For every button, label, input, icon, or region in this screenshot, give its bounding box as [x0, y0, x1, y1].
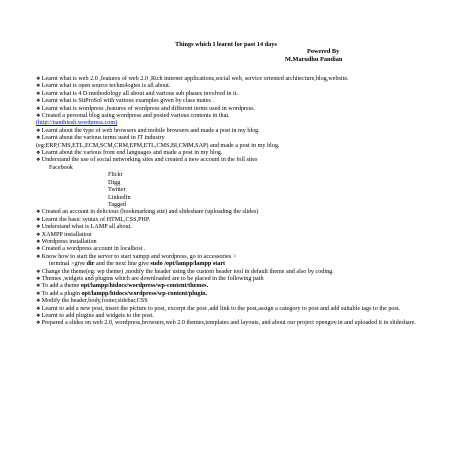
bullet-icon: ❖ — [36, 320, 41, 327]
bullet-icon: ❖ — [36, 150, 41, 157]
list-item: ❖Created a wordpress account in localhost . — [36, 246, 146, 253]
social-site: Twitter — [108, 187, 126, 194]
list-item: ❖Learnt to add plugins and widgets to the post. — [36, 313, 154, 319]
bullet-icon: ❖ — [36, 157, 41, 164]
bullet-icon: ❖ — [36, 83, 41, 90]
list-item: ❖Know how to start the server to start xampp and wordpress, go to accessories > — [36, 253, 237, 260]
bullet-icon: ❖ — [36, 253, 41, 260]
terminal-line: terminal >give dir and the next line give sudo /opt/lampp/lampp start — [49, 261, 226, 268]
list-item: ❖Understand what is LAMP all about. — [36, 224, 132, 231]
social-site: Digg — [108, 179, 121, 186]
list-item: ❖XAMPP installation — [36, 231, 92, 238]
bullet-icon: ❖ — [36, 98, 41, 105]
learning-list — [36, 76, 421, 328]
list-item: ❖Learnt what is web 2.0 ,features of web 2.0 ,Rich internet applications,social web, service oriented architecture,blog,website. — [36, 76, 349, 82]
list-item: ❖Learnt about the various front end languages and made a post in my blog. — [36, 150, 223, 157]
bullet-icon: ❖ — [36, 268, 41, 275]
list-item: ❖Created a personal blog using wordpress and posted various contents in that. — [36, 113, 230, 120]
list-item: ❖To add a theme opt/lampp/htdocs/wordpress/wp-content/themes. — [36, 283, 209, 290]
list-item: ❖Themes ,widgets and plugins which are downloaded are to be placed in the following path — [36, 275, 264, 282]
terms-line: (eg:ERP,CMS,ETL,ECM,SCM,CRM,EPM,ETL,CMS,BI,CMM,SAP) and made a post in my blog. — [36, 142, 280, 149]
list-item: ❖Prepared a slides on web 2.0, wordpress,browsers,web 2.0 themes,templates and layouts, and about our project opengov.in and uploaded it in slideshare. — [36, 320, 416, 327]
plugin-path: opt/lampp/htdocs/wordpress/wp-content/plugin. — [81, 290, 208, 297]
blog-link[interactable]: (http://nanthiesh.wordpress.com) — [36, 120, 118, 127]
bullet-icon: ❖ — [36, 283, 41, 290]
bullet-icon: ❖ — [36, 238, 41, 245]
social-site: LinkedIn — [108, 194, 131, 201]
author-name: M.Marudhu Pandian — [285, 56, 343, 63]
list-item: ❖Understand the use of social networking sites and created a new account in the foll sites — [36, 157, 258, 164]
list-item: ❖Created an account in delicious (bookmarking site) and slideshare (uploading the slides) — [36, 209, 259, 216]
bullet-icon: ❖ — [36, 113, 41, 120]
bullet-icon: ❖ — [36, 76, 41, 82]
list-item: ❖Learnt to add a new post, insert the picture to post, excerpt the post ,add link to the post,assign a category to post and add suitable tags to the post. — [36, 305, 401, 312]
bullet-icon: ❖ — [36, 290, 41, 297]
bullet-icon: ❖ — [36, 90, 41, 97]
list-item: ❖Learnt what is 4 D methodology all about and various sub phases involved in it. — [36, 90, 238, 97]
list-item: ❖Modify the header,body,footer,sidebar,CSS — [36, 298, 148, 305]
list-item: ❖Change the theme(eg: wp theme) ,modify the header using the custom header tool in default theme and also by coding. — [36, 268, 334, 275]
list-item: ❖Wordpress installation — [36, 238, 97, 245]
bullet-icon: ❖ — [36, 313, 41, 319]
list-item: ❖To add a plugin opt/lampp/htdocs/wordpress/wp-content/plugin. — [36, 290, 208, 297]
bullet-icon: ❖ — [36, 224, 41, 231]
bullet-icon: ❖ — [36, 209, 41, 216]
list-item: ❖Learnt the basic syntax of HTML,CSS,PHP. — [36, 216, 151, 223]
bullet-icon: ❖ — [36, 105, 41, 112]
bullet-icon: ❖ — [36, 275, 41, 282]
powered-by: Powered By — [307, 48, 340, 55]
list-item: ❖Learnt what is open source technologies is all about. — [36, 83, 171, 90]
bullet-icon: ❖ — [36, 298, 41, 305]
list-item: ❖Learnt about the various terms used in IT industry — [36, 135, 165, 142]
theme-path: opt/lampp/htdocs/wordpress/wp-content/themes. — [80, 283, 209, 290]
bullet-icon: ❖ — [36, 127, 41, 134]
list-item: ❖Learnt about the type of web browsers and mobile browsers and made a post in my blog. — [36, 127, 260, 134]
bullet-icon: ❖ — [36, 216, 41, 223]
social-site: Facebook — [49, 164, 73, 171]
page-title: Things which I learnt for past 14 days — [175, 41, 277, 48]
list-item: ❖Learnt what is SitProSol with various examples given by class mates . — [36, 98, 214, 105]
list-item: ❖Learnt what is wordpress ,features of wordpress and different terms used in wordpress. — [36, 105, 256, 112]
bullet-icon: ❖ — [36, 246, 41, 253]
bullet-icon: ❖ — [36, 305, 41, 312]
bullet-icon: ❖ — [36, 231, 41, 238]
social-site: Tagged — [108, 201, 126, 208]
social-site: Flickr — [108, 172, 123, 179]
bullet-icon: ❖ — [36, 135, 41, 142]
